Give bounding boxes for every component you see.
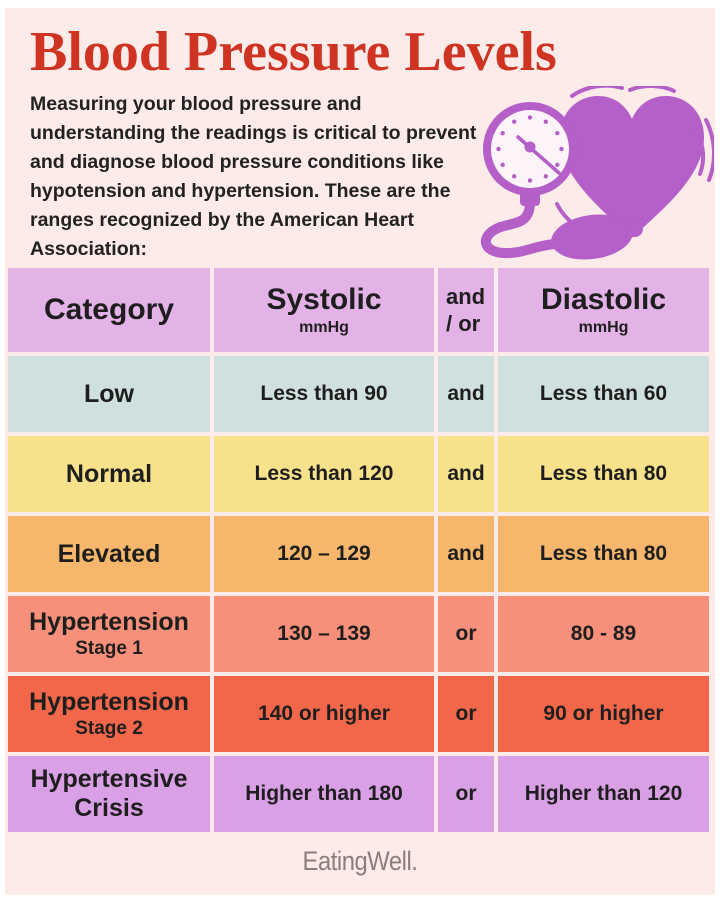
diastolic-value: Less than 80 [539,461,668,485]
header-systolic-unit: mmHg [299,319,349,337]
header-diastolic-label: Diastolic [540,282,667,316]
category-label: Normal [65,459,153,488]
connector-label: or [455,621,477,645]
connector-cell [438,596,494,672]
connector-cell [438,676,494,752]
category-cell [8,756,210,832]
connector-cell [438,516,494,592]
category-label: Hypertensive [30,765,188,794]
diastolic-cell [498,356,709,432]
systolic-cell [214,676,434,752]
diastolic-value: Less than 60 [539,381,668,405]
table-row-hypertension-stage2 [8,676,709,752]
systolic-value: 130 – 139 [277,621,371,645]
systolic-cell [214,756,434,832]
header-connector-cell [438,268,494,352]
category-sub-label: Crisis [74,794,144,822]
connector-cell [438,436,494,512]
category-label: Low [84,379,134,408]
connector-label: and [447,461,485,485]
diastolic-value: Less than 80 [539,541,668,565]
category-label: Elevated [57,539,161,568]
systolic-cell [214,596,434,672]
diastolic-cell [498,756,709,832]
category-label: Hypertension [29,607,189,636]
connector-cell [438,356,494,432]
diastolic-value: 90 or higher [543,701,664,725]
table-row-normal [8,436,709,512]
header-connector-line2: / or [446,311,481,336]
systolic-value: Less than 90 [260,381,388,405]
page-title: Blood Pressure Levels [30,21,557,83]
category-cell [8,516,210,592]
diastolic-cell [498,596,709,672]
diastolic-cell [498,436,709,512]
diastolic-value: 80 - 89 [570,621,637,645]
systolic-value: Less than 120 [254,461,394,485]
diastolic-cell [498,516,709,592]
table-header-row [8,268,709,352]
gauge-icon [483,102,577,206]
header-diastolic-cell [498,268,709,352]
connector-label: and [447,381,485,405]
category-sub-label: Stage 2 [75,718,143,740]
connector-label: or [455,781,477,805]
brand-logo: EatingWell. [302,846,418,876]
category-cell [8,676,210,752]
systolic-value: 120 – 129 [277,541,371,565]
blood-pressure-illustration [460,86,714,268]
diastolic-value: Higher than 120 [524,781,683,805]
header-category-label: Category [43,292,175,326]
table-row-elevated [8,516,709,592]
table-row-hypertension-stage1 [8,596,709,672]
systolic-value: 140 or higher [258,701,390,725]
category-cell [8,436,210,512]
intro-text: Measuring your blood pressure and understanding the readings is critical to prevent and diagnose blood pressure conditions like hypotension and hypertension. These are the ranges recognized by the American Heart Association: [30,93,477,260]
systolic-cell [214,356,434,432]
header-systolic-cell [214,268,434,352]
systolic-cell [214,516,434,592]
category-cell [8,356,210,432]
bp-table [8,268,709,836]
systolic-cell [214,436,434,512]
category-cell [8,596,210,672]
connector-label: or [455,701,477,725]
systolic-value: Higher than 180 [245,781,403,805]
connector-label: and [447,541,485,565]
header-systolic-label: Systolic [266,282,382,316]
category-label: Hypertension [29,687,189,716]
header-connector-line1: and [446,283,486,309]
header-diastolic-unit: mmHg [578,319,629,337]
table-row-low [8,356,709,432]
connector-cell [438,756,494,832]
header-category-cell [8,268,210,352]
category-sub-label: Stage 1 [75,638,143,660]
table-row-hypertensive-crisis [8,756,709,832]
diastolic-cell [498,676,709,752]
